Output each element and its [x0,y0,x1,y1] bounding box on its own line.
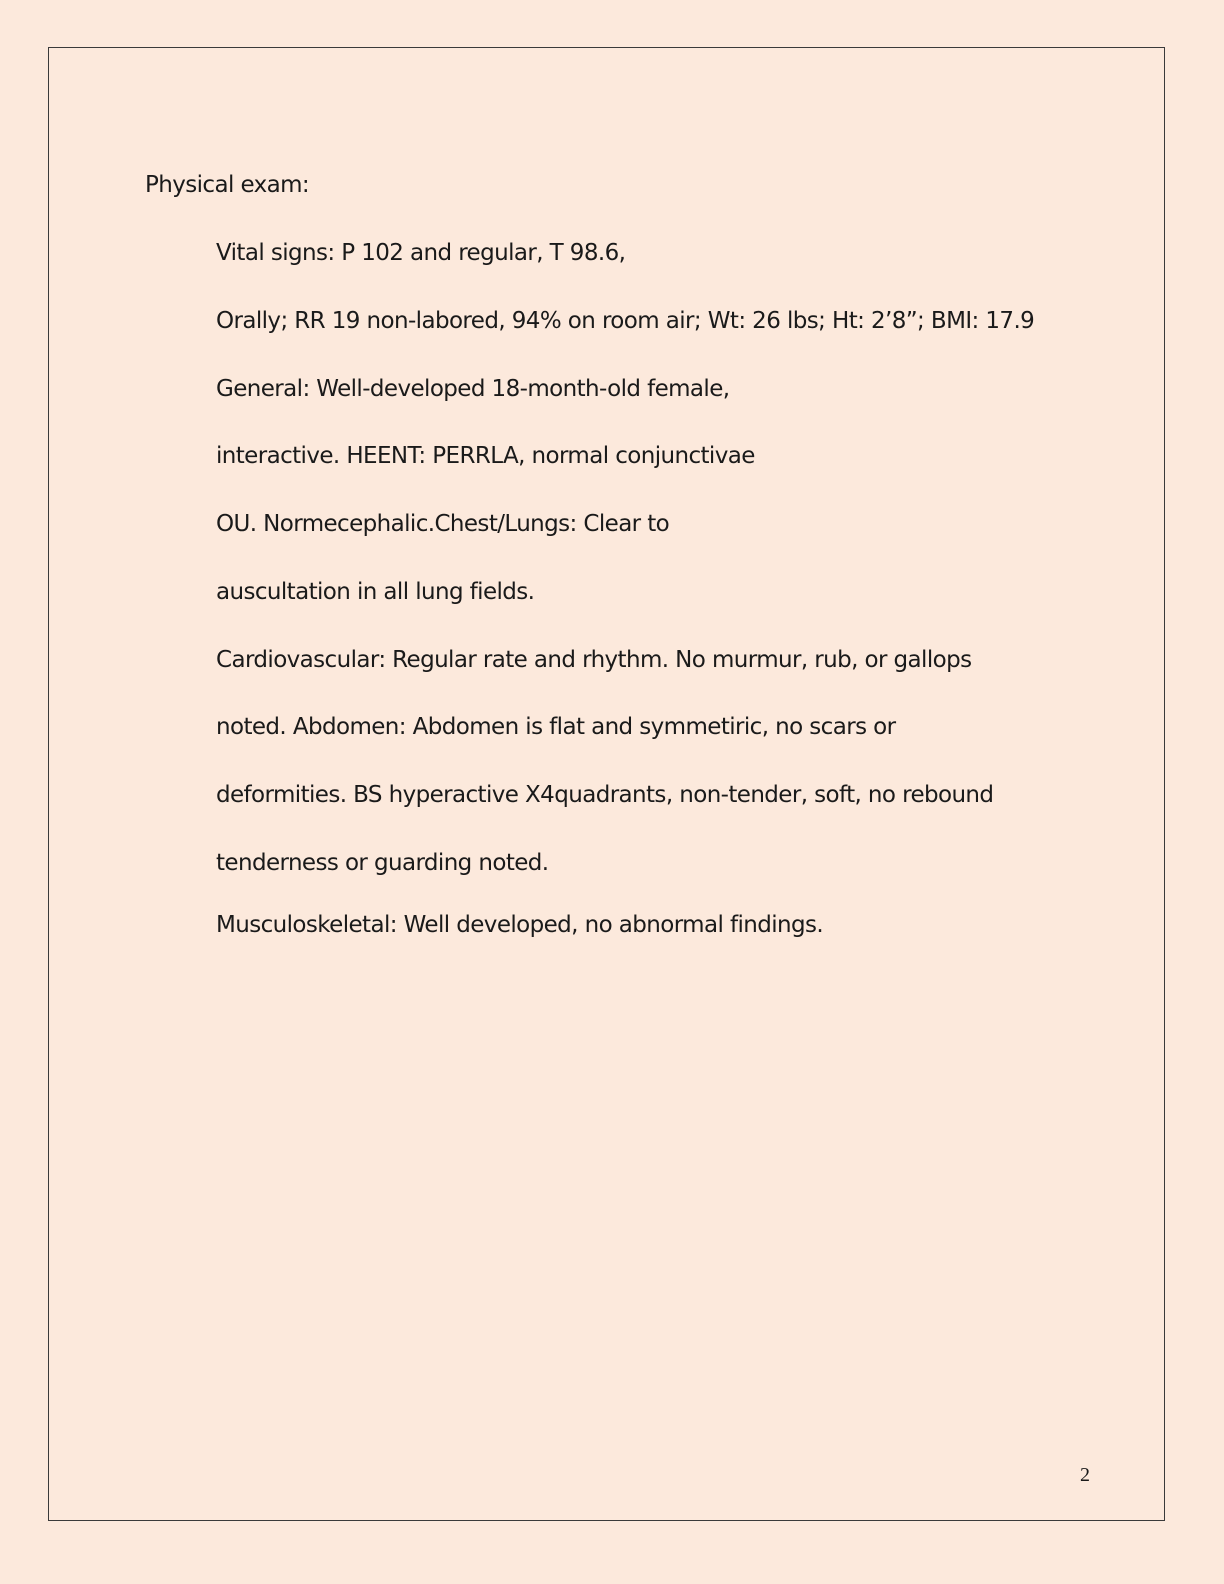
text-line-musculoskeletal: Musculoskeletal: Well developed, no abnormal findings. [216,912,824,938]
text-line-heent: interactive. HEENT: PERRLA, normal conjunctivae [216,443,755,469]
text-line-orally: Orally; RR 19 non-labored, 94% on room air; Wt: 26 lbs; Ht: 2’8”; BMI: 17.9 [216,308,1035,334]
text-line-auscultation: auscultation in all lung fields. [216,579,535,605]
text-line-abdomen: noted. Abdomen: Abdomen is flat and symmetiric, no scars or [216,714,896,740]
page-number: 2 [1080,1464,1090,1486]
text-line-cardiovascular: Cardiovascular: Regular rate and rhythm. No murmur, rub, or gallops [216,647,972,673]
text-line-chest-lungs: OU. Normecephalic.Chest/Lungs: Clear to [216,511,670,537]
text-line-tenderness: tenderness or guarding noted. [216,850,549,876]
text-line-deformities: deformities. BS hyperactive X4quadrants, non-tender, soft, no rebound [216,782,994,808]
text-line-vital-signs: Vital signs: P 102 and regular, T 98.6, [216,240,626,266]
text-line-general: General: Well-developed 18-month-old female, [216,376,730,402]
section-heading: Physical exam: [145,172,310,198]
